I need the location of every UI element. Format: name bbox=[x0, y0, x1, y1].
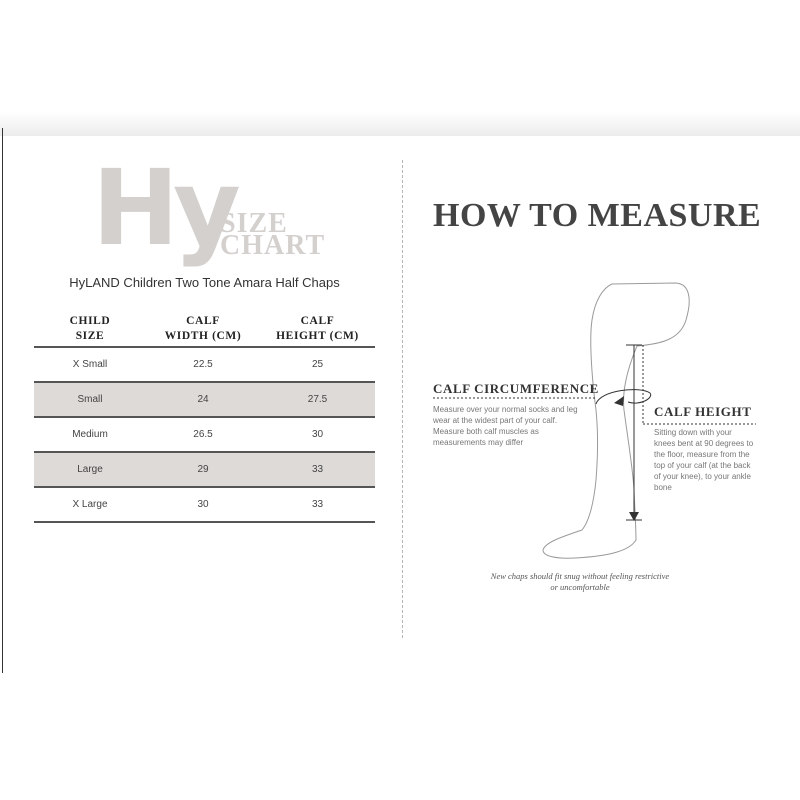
size-cell: Large bbox=[34, 452, 146, 487]
height-cell: 25 bbox=[260, 347, 375, 382]
table-row bbox=[34, 417, 375, 452]
header-line: CALF bbox=[300, 315, 335, 327]
size-cell: Medium bbox=[34, 417, 146, 452]
how-to-measure-title: HOW TO MEASURE bbox=[433, 197, 762, 234]
width-cell: 22.5 bbox=[146, 347, 260, 382]
height-cell: 33 bbox=[260, 452, 375, 487]
width-cell: 24 bbox=[146, 382, 260, 417]
product-name: HyLAND Children Two Tone Amara Half Chaps bbox=[69, 275, 340, 290]
size-chart-table bbox=[34, 312, 375, 523]
calf-circumference-instructions: Measure over your normal socks and leg wear at the widest part of your calf. Measure both calf muscles as measurements may differ bbox=[433, 404, 583, 448]
calf-height-title: CALF HEIGHT bbox=[654, 404, 752, 419]
table-row bbox=[34, 452, 375, 487]
height-cell: 27.5 bbox=[260, 382, 375, 417]
width-cell: 29 bbox=[146, 452, 260, 487]
calf-height-instructions: Sitting down with your knees bent at 90 degrees to the floor, measure from the top of your calf (at the back of your knee), to your ankle bone bbox=[654, 428, 754, 492]
logo-chart-word: CHART bbox=[220, 230, 326, 261]
fit-note: New chaps should fit snug without feeling restrictive or uncomfortable bbox=[490, 571, 670, 592]
header-child-size bbox=[34, 312, 146, 347]
table-row bbox=[34, 382, 375, 417]
header-line: CHILD bbox=[69, 315, 111, 327]
header-line: SIZE bbox=[75, 330, 105, 342]
page-left-edge bbox=[2, 128, 3, 673]
height-cell: 30 bbox=[260, 417, 375, 452]
width-cell: 26.5 bbox=[146, 417, 260, 452]
header-calf-height bbox=[260, 312, 375, 347]
hy-logo-mark: Hy bbox=[92, 147, 235, 269]
header-calf-width bbox=[146, 312, 260, 347]
size-cell: Small bbox=[34, 382, 146, 417]
logo-size-word: SIZE bbox=[220, 208, 288, 239]
table-row bbox=[34, 487, 375, 522]
size-cell: X Small bbox=[34, 347, 146, 382]
header-line: HEIGHT (CM) bbox=[276, 330, 359, 342]
table-header-row bbox=[34, 312, 375, 347]
header-line: WIDTH (CM) bbox=[164, 330, 242, 342]
calf-circumference-arrowhead bbox=[614, 396, 624, 406]
height-cell: 33 bbox=[260, 487, 375, 522]
header-line: CALF bbox=[186, 315, 220, 327]
page-top-shadow bbox=[0, 112, 800, 136]
table-row bbox=[34, 347, 375, 382]
calf-circumference-title: CALF CIRCUMFERENCE bbox=[433, 381, 599, 396]
width-cell: 30 bbox=[146, 487, 260, 522]
size-cell: X Large bbox=[34, 487, 146, 522]
